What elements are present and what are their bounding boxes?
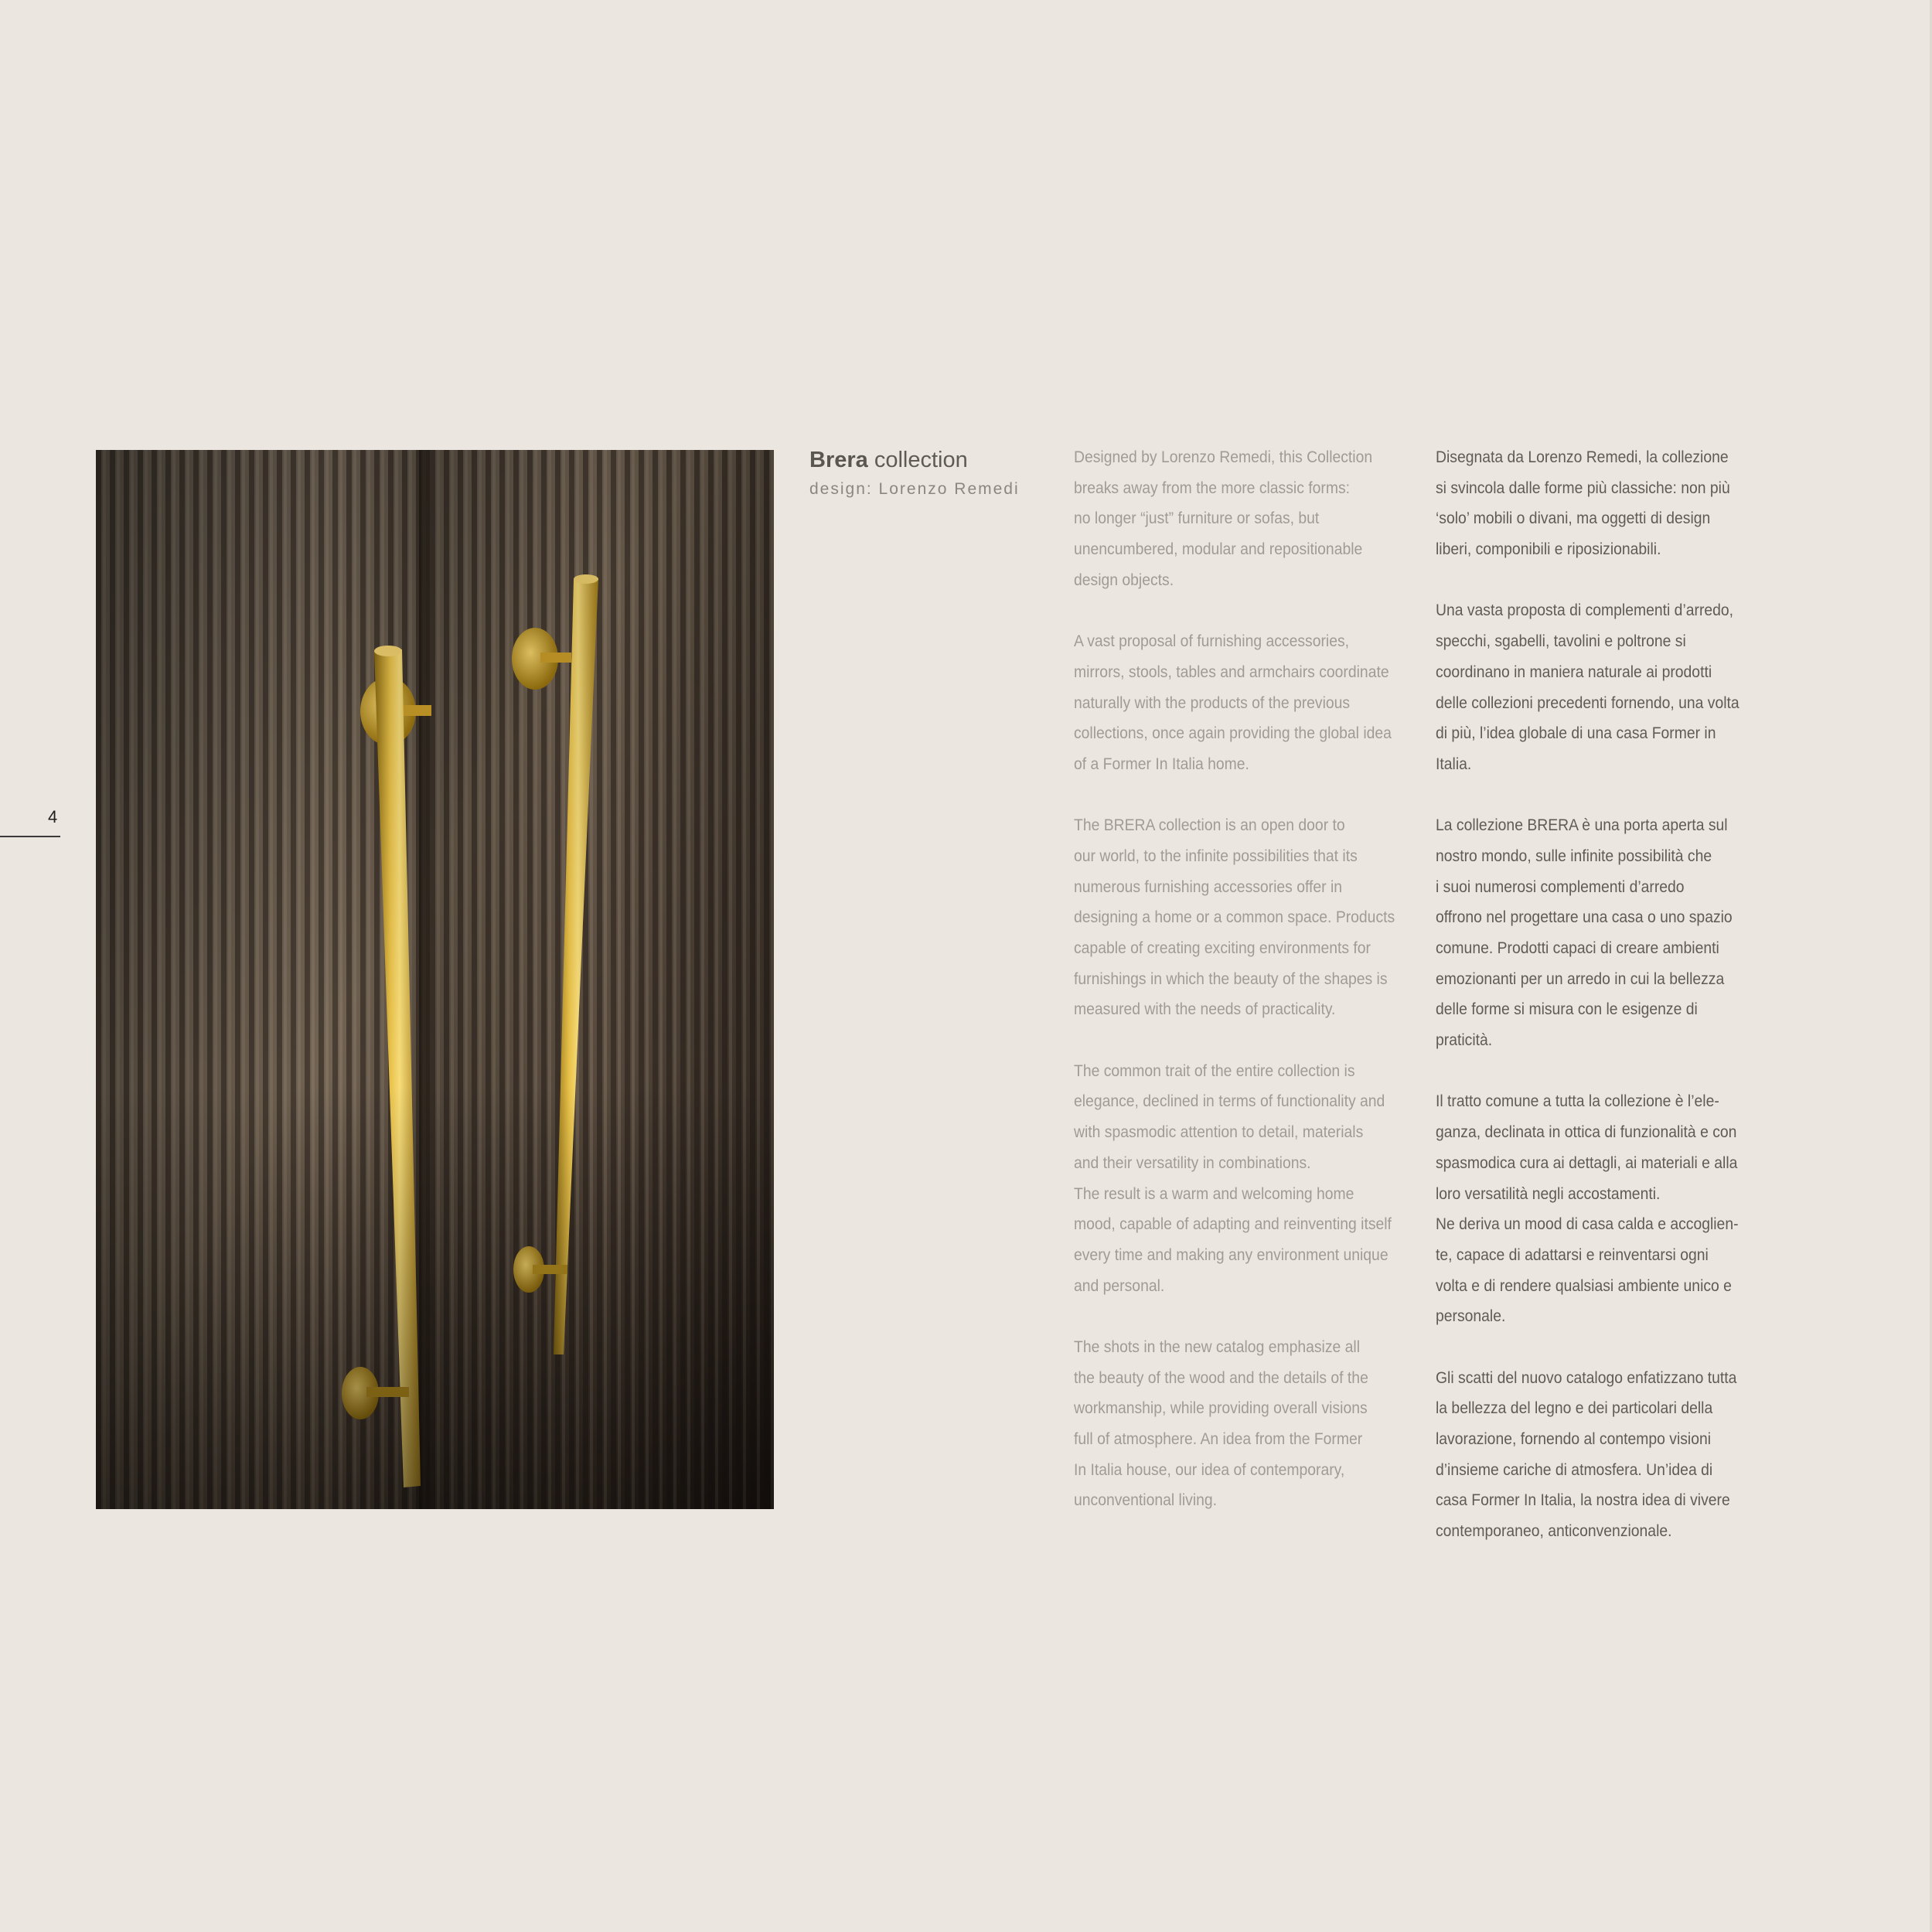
text-line: ‘solo’ mobili o divani, ma oggetti di design xyxy=(1436,509,1711,528)
text-line: personale. xyxy=(1436,1307,1506,1326)
paragraph-gap xyxy=(1436,1056,1739,1087)
text-line: A vast proposal of furnishing accessories, xyxy=(1074,632,1350,651)
text-line: numerous furnishing accessories offer in xyxy=(1074,877,1343,896)
text-line: di più, l’idea globale di una casa Former in xyxy=(1436,724,1716,743)
paragraph-gap xyxy=(1074,1301,1395,1332)
text-line: volta e di rendere qualsiasi ambiente unico e xyxy=(1436,1276,1732,1295)
product-photo xyxy=(96,450,774,1509)
text-line: specchi, sgabelli, tavolini e poltrone si xyxy=(1436,632,1686,651)
text-line: d’insieme cariche di atmosfera. Un’idea di xyxy=(1436,1460,1713,1479)
text-line: lavorazione, fornendo al contempo visioni xyxy=(1436,1429,1712,1448)
paragraph-gap xyxy=(1436,780,1739,811)
text-line: unconventional living. xyxy=(1074,1491,1218,1510)
text-line: and personal. xyxy=(1074,1276,1165,1295)
text-line: workmanship, while providing overall visions xyxy=(1074,1399,1368,1418)
text-line: capable of creating exciting environments for xyxy=(1074,939,1371,957)
text-line: delle collezioni precedenti fornendo, una volta xyxy=(1436,693,1739,712)
text-line: ganza, declinata in ottica di funzionalità e con xyxy=(1436,1123,1737,1142)
text-line: furnishings in which the beauty of the shapes is xyxy=(1074,969,1388,988)
text-line: Designed by Lorenzo Remedi, this Collection xyxy=(1074,448,1373,466)
page-number-rule xyxy=(0,836,60,837)
text-line: The result is a warm and welcoming home xyxy=(1074,1184,1354,1203)
text-line: te, capace di adattarsi e reinventarsi ogni xyxy=(1436,1245,1709,1264)
text-line: In Italia house, our idea of contemporary, xyxy=(1074,1460,1345,1479)
text-line: spasmodica cura ai dettagli, ai materiali e alla xyxy=(1436,1153,1738,1172)
text-line: mirrors, stools, tables and armchairs coordinate xyxy=(1074,662,1389,681)
text-line: delle forme si misura con le esigenze di xyxy=(1436,1000,1698,1019)
text-line: comune. Prodotti capaci di creare ambienti xyxy=(1436,939,1719,957)
text-line: full of atmosphere. An idea from the Former xyxy=(1074,1429,1363,1448)
collection-title-rest: collection xyxy=(874,448,968,472)
english-description xyxy=(1074,442,1395,1516)
text-line: casa Former In Italia, la nostra idea di vivere xyxy=(1436,1491,1730,1510)
text-line: mood, capable of adapting and reinventing itself xyxy=(1074,1215,1392,1234)
italian-description xyxy=(1436,442,1739,1547)
paragraph-gap xyxy=(1074,595,1395,626)
text-line: contemporaneo, anticonvenzionale. xyxy=(1436,1521,1672,1541)
text-line: naturally with the products of the previous xyxy=(1074,693,1351,712)
text-line: the beauty of the wood and the details of the xyxy=(1074,1368,1368,1387)
designer-credit: design: Lorenzo Remedi xyxy=(809,480,1020,498)
text-line: collections, once again providing the global idea xyxy=(1074,724,1392,743)
paragraph-gap xyxy=(1436,565,1739,596)
text-line: The shots in the new catalog emphasize all xyxy=(1074,1337,1361,1356)
text-line: si svincola dalle forme più classiche: non più xyxy=(1436,478,1730,497)
collection-title xyxy=(809,444,1065,476)
text-line: measured with the needs of practicality. xyxy=(1074,1000,1336,1019)
text-line: The BRERA collection is an open door to xyxy=(1074,816,1345,835)
text-line: no longer “just” furniture or sofas, but xyxy=(1074,509,1320,528)
text-line: la bellezza del legno e dei particolari della xyxy=(1436,1399,1713,1418)
text-line: Una vasta proposta di complementi d’arredo, xyxy=(1436,601,1734,620)
text-line: designing a home or a common space. Products xyxy=(1074,908,1395,927)
text-line: design objects. xyxy=(1074,570,1174,589)
text-line: The common trait of the entire collection is xyxy=(1074,1061,1355,1080)
text-line: i suoi numerosi complementi d’arredo xyxy=(1436,877,1685,896)
page-number: 4 xyxy=(48,807,58,826)
text-line: La collezione BRERA è una porta aperta sul xyxy=(1436,816,1728,835)
text-line: our world, to the infinite possibilities that its xyxy=(1074,846,1358,865)
text-line: Il tratto comune a tutta la collezione è l’ele- xyxy=(1436,1092,1719,1111)
text-line: nostro mondo, sulle infinite possibilità che xyxy=(1436,846,1712,865)
text-line: coordinano in maniera naturale ai prodotti xyxy=(1436,662,1712,681)
text-line: unencumbered, modular and repositionable xyxy=(1074,540,1363,559)
text-line: every time and making any environment unique xyxy=(1074,1245,1389,1264)
text-line: Disegnata da Lorenzo Remedi, la collezione xyxy=(1436,448,1729,466)
text-line: Gli scatti del nuovo catalogo enfatizzano tutta xyxy=(1436,1368,1737,1387)
paragraph-gap xyxy=(1074,780,1395,811)
text-line: emozionanti per un arredo in cui la bellezza xyxy=(1436,969,1725,988)
text-line: Italia. xyxy=(1436,754,1472,773)
text-line: breaks away from the more classic forms: xyxy=(1074,478,1351,497)
paragraph-gap xyxy=(1074,1025,1395,1056)
text-line: offrono nel progettare una casa o uno spazio xyxy=(1436,908,1733,927)
text-line: liberi, componibili e riposizionabili. xyxy=(1436,540,1661,559)
text-line: of a Former In Italia home. xyxy=(1074,754,1249,773)
paragraph-gap xyxy=(1436,1332,1739,1363)
text-line: Ne deriva un mood di casa calda e accoglien- xyxy=(1436,1215,1739,1234)
text-line: with spasmodic attention to detail, materials xyxy=(1074,1123,1364,1142)
collection-title-bold: Brera xyxy=(809,448,868,472)
text-line: and their versatility in combinations. xyxy=(1074,1153,1311,1172)
text-line: elegance, declined in terms of functionality and xyxy=(1074,1092,1385,1111)
collection-heading xyxy=(809,444,1065,503)
text-line: praticità. xyxy=(1436,1031,1493,1050)
text-line: loro versatilità negli accostamenti. xyxy=(1436,1184,1661,1203)
